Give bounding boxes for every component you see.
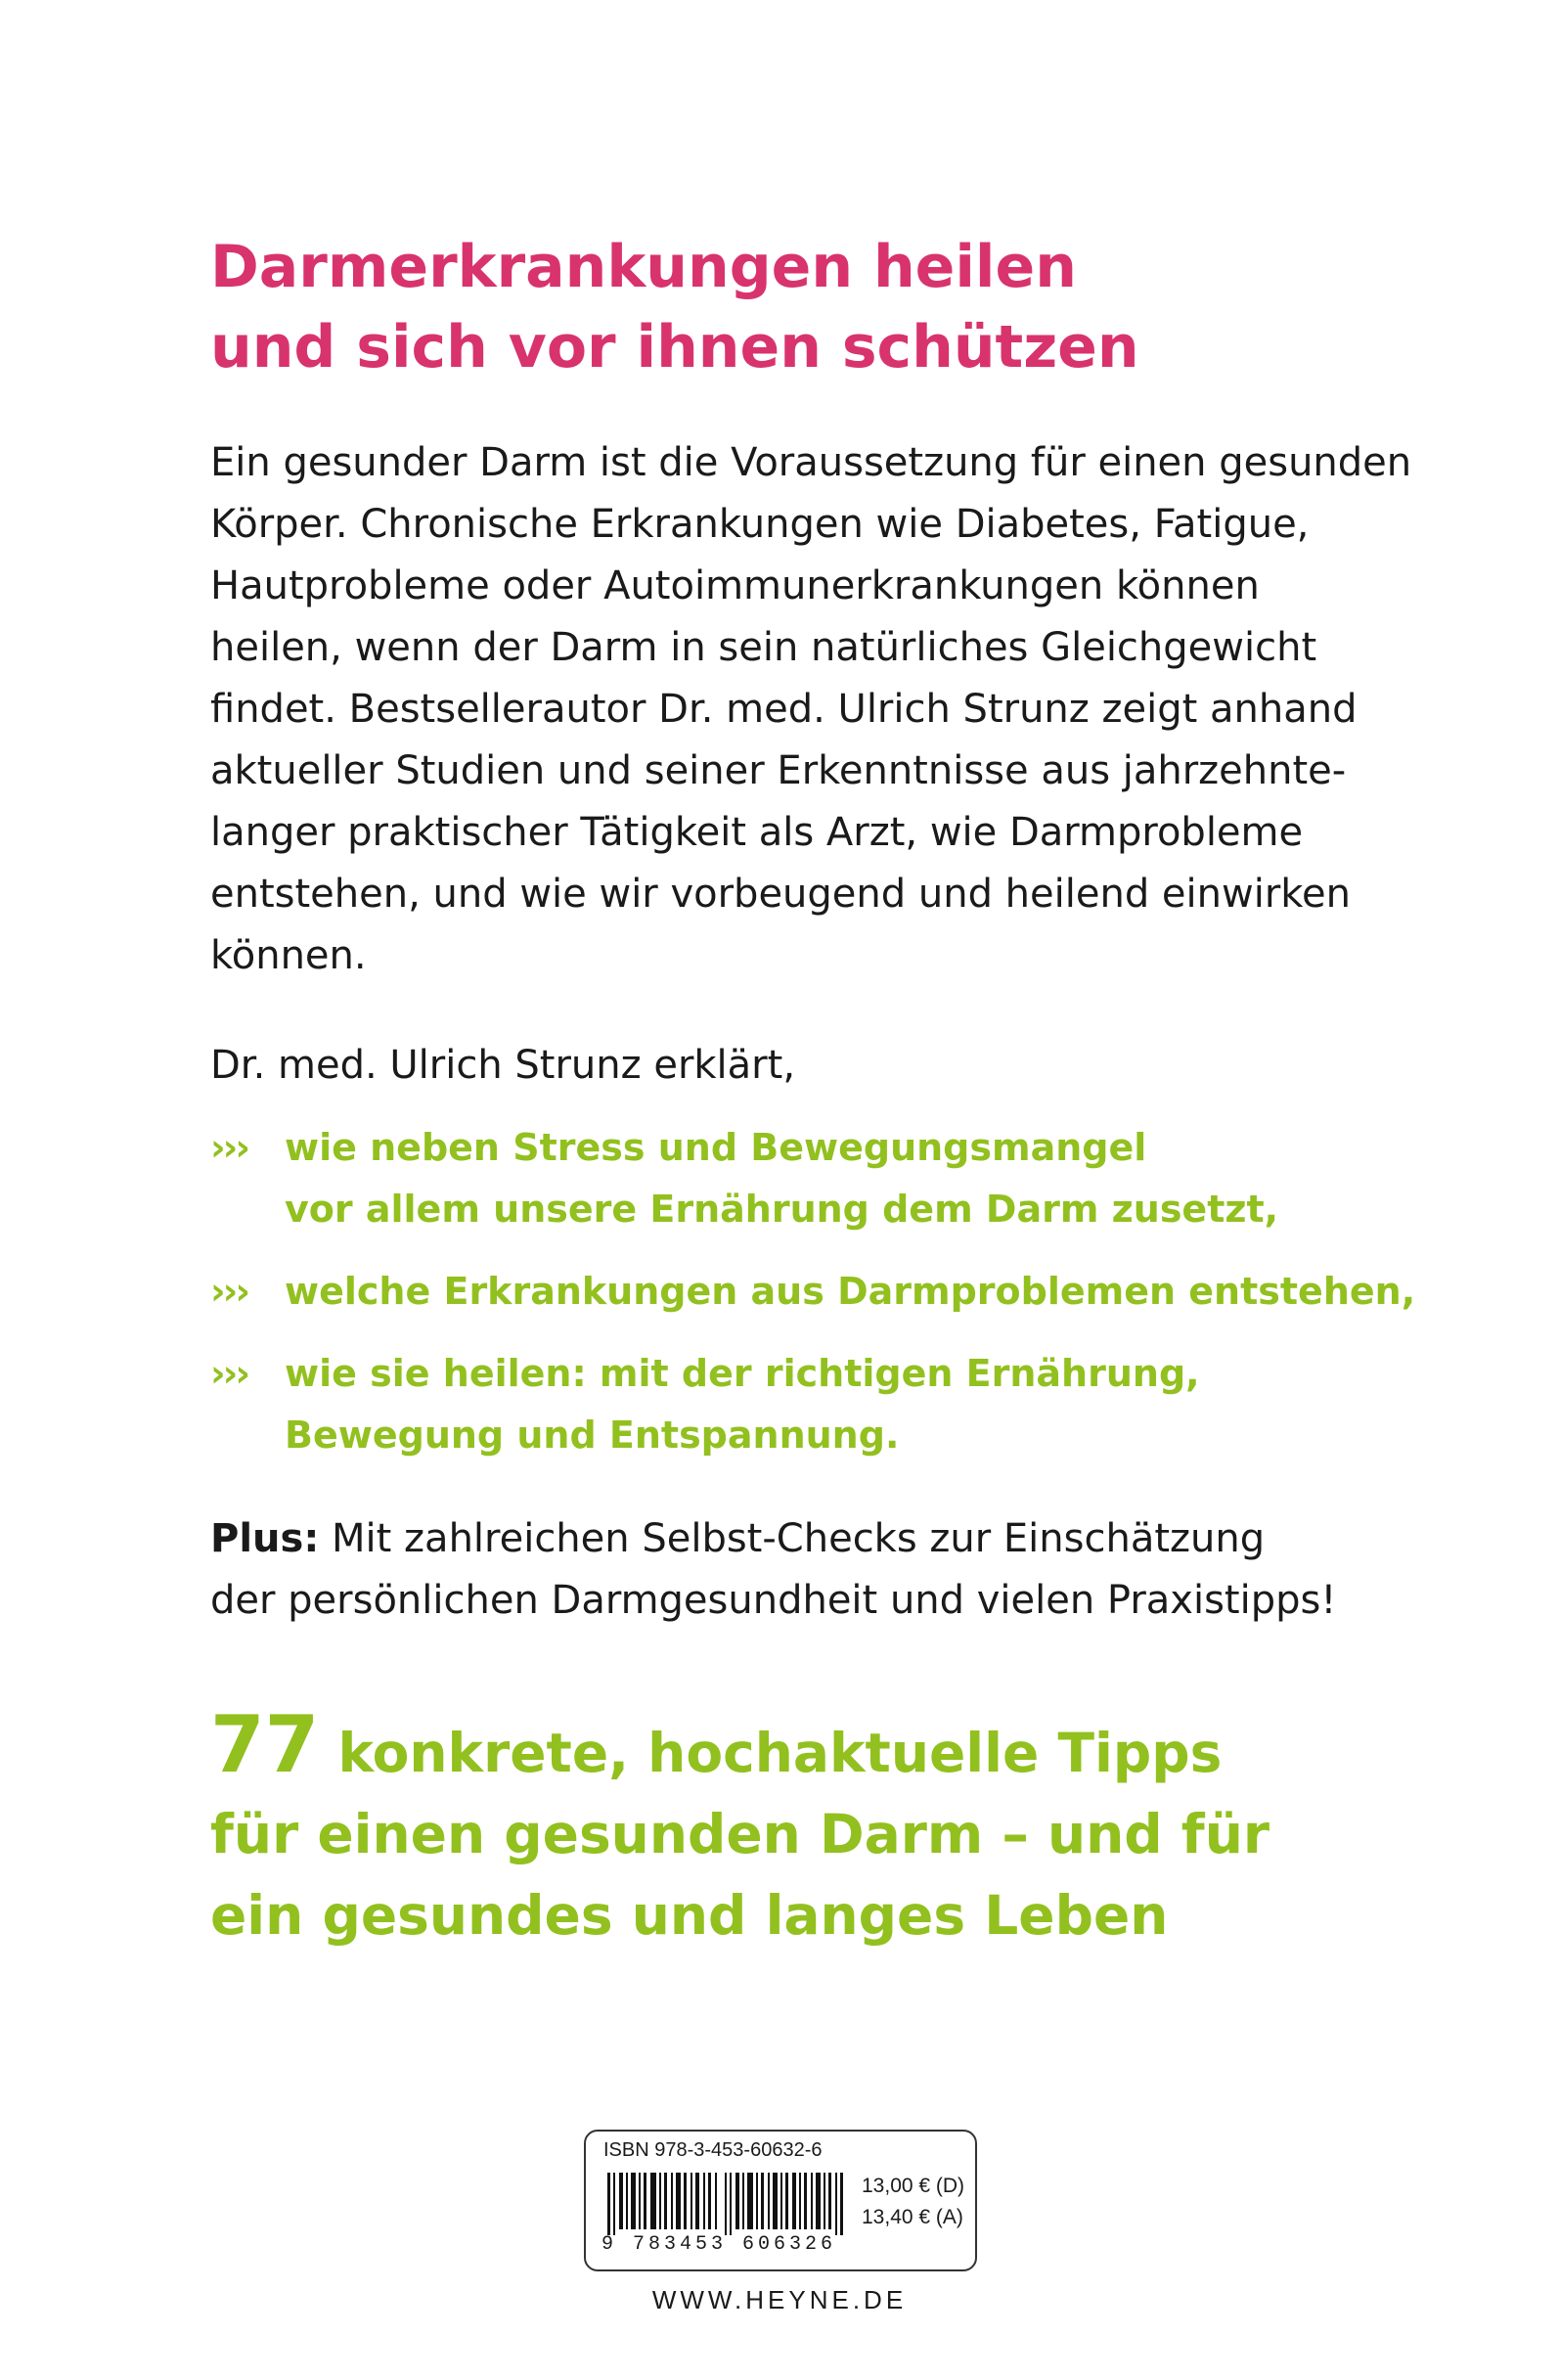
barcode-digits: 9 783453 606326 [601, 2233, 837, 2256]
tips-line-3: ein gesundes und langes Leben [210, 1884, 1169, 1947]
plus-label: Plus: [210, 1516, 320, 1561]
plus-text-1: Mit zahlreichen Selbst-Checks zur Einschätzung [332, 1516, 1266, 1561]
price-austria: 13,40 € (A) [862, 2206, 963, 2228]
description-line: findet. Bestsellerautor Dr. med. Ulrich Strunz zeigt anhand [210, 687, 1358, 732]
chevron-marker-icon: ››› [210, 1352, 247, 1395]
publisher-website: WWW.HEYNE.DE [651, 2285, 908, 2314]
description-line: aktueller Studien und seiner Erkenntnisse aus jahrzehnte- [210, 748, 1347, 793]
bullet-line: wie neben Stress und Bewegungsmangel [285, 1126, 1147, 1169]
bullet-item [210, 1343, 1433, 1466]
plus-paragraph [210, 1508, 1433, 1632]
chevron-marker-icon: ››› [210, 1270, 247, 1313]
plus-line-1 [210, 1508, 1433, 1570]
description-line: können. [210, 933, 367, 978]
tips-text-1: konkrete, hochaktuelle Tipps [337, 1722, 1223, 1784]
description-line: entstehen, und wie wir vorbeugend und heilend einwirken [210, 872, 1351, 917]
bullet-line: Bewegung und Entspannung. [285, 1414, 900, 1457]
headline-line-1: Darmerkrankungen heilen [210, 233, 1077, 301]
plus-text-2: der persönlichen Darmgesundheit und vielen Praxistipps! [210, 1578, 1337, 1623]
description-line: Ein gesunder Darm ist die Voraussetzung für einen gesunden [210, 440, 1412, 485]
isbn-text: ISBN 978-3-453-60632-6 [603, 2139, 823, 2161]
bullet-list [210, 1117, 1433, 1487]
tips-number: 77 [210, 1699, 320, 1790]
description-line: Hautprobleme oder Autoimmunerkrankungen können [210, 563, 1260, 608]
description-line: Körper. Chronische Erkrankungen wie Diabetes, Fatigue, [210, 502, 1310, 547]
intro-text: Dr. med. Ulrich Strunz erklärt, [210, 1043, 796, 1088]
bullet-item [210, 1261, 1433, 1323]
bullet-line: wie sie heilen: mit der richtigen Ernährung, [285, 1352, 1200, 1395]
description-line: heilen, wenn der Darm in sein natürliches Gleichgewicht [210, 625, 1317, 670]
bullet-line: welche Erkrankungen aus Darmproblemen entstehen, [285, 1270, 1416, 1313]
barcode-box [584, 2130, 977, 2271]
price-germany: 13,00 € (D) [862, 2175, 965, 2197]
tips-line-2: für einen gesunden Darm – und für [210, 1803, 1270, 1865]
headline-line-2: und sich vor ihnen schützen [210, 313, 1139, 382]
barcode-icon [607, 2173, 852, 2235]
tips-callout [210, 1699, 1433, 1956]
bullet-item [210, 1117, 1433, 1240]
description-line: langer praktischer Tätigkeit als Arzt, wie Darmprobleme [210, 810, 1304, 855]
bullet-line: vor allem unsere Ernährung dem Darm zusetzt, [285, 1188, 1279, 1231]
chevron-marker-icon: ››› [210, 1126, 247, 1169]
tips-line-1 [210, 1699, 1433, 1794]
description-paragraph [210, 432, 1413, 987]
headline [210, 227, 1384, 387]
